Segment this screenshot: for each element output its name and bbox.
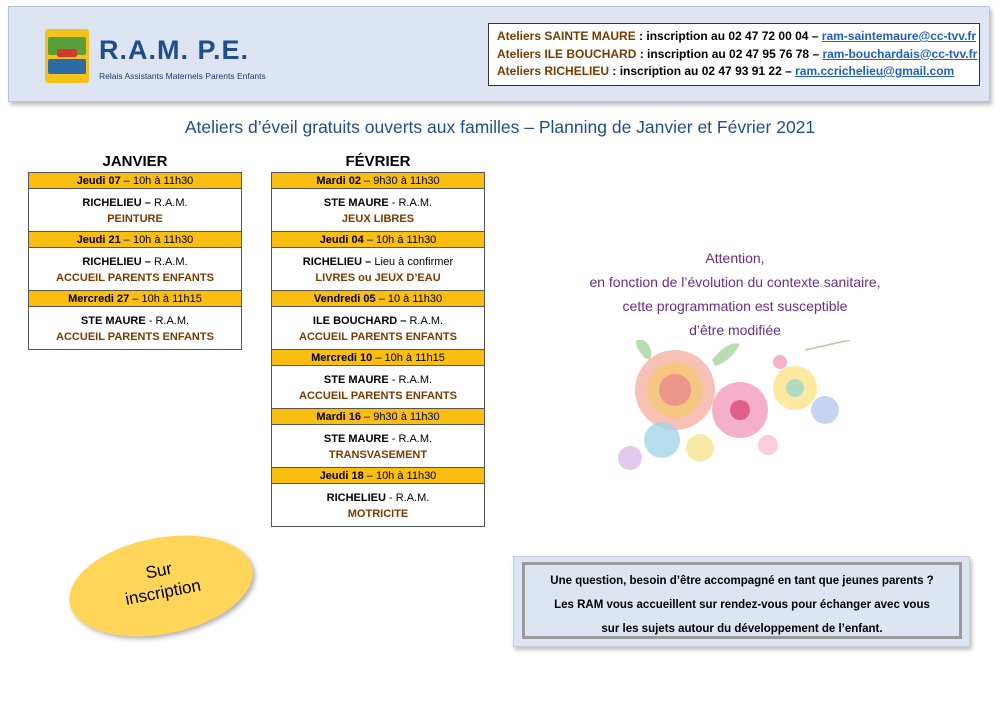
flowers-illustration-icon <box>600 340 860 480</box>
event-info: STE MAURE - R.A.M. TRANSVASEMENT <box>272 425 484 467</box>
event-date-row: Mercredi 10 – 10h à 11h15 <box>272 349 484 366</box>
attention-notice: Attention, en fonction de l’évolution du contexte sanitaire, cette programmation est susceptible d’être modifiée <box>589 250 881 338</box>
event-info: RICHELIEU – Lieu à confirmer LIVRES ou JEUX D’EAU <box>272 248 484 290</box>
event-date-row: Vendredi 05 – 10 à 11h30 <box>272 290 484 307</box>
event-date-row: Mardi 02 – 9h30 à 11h30 <box>272 172 484 189</box>
email-link-bouchardais[interactable]: ram-bouchardais@cc-tvv.fr <box>822 46 978 61</box>
contact-line-ilebouchard: Ateliers ILE BOUCHARD : inscription au 02 47 95 76 78 – ram-bouchardais@cc-tvv.fr <box>497 46 978 61</box>
february-table <box>271 172 485 527</box>
event-info: STE MAURE - R.A.M. JEUX LIBRES <box>272 189 484 231</box>
event-date-row: Jeudi 07 – 10h à 11h30 <box>29 172 241 189</box>
february-schedule <box>271 153 485 527</box>
event-date-row: Jeudi 04 – 10h à 11h30 <box>272 231 484 248</box>
email-link-saintemaure[interactable]: ram-saintemaure@cc-tvv.fr <box>821 29 977 43</box>
event-date-row: Mardi 16 – 9h30 à 11h30 <box>272 408 484 425</box>
event-date-row: Jeudi 18 – 10h à 11h30 <box>272 467 484 484</box>
contact-box <box>488 23 980 86</box>
email-link-richelieu[interactable]: ram.ccrichelieu@gmail.com <box>795 64 955 78</box>
question-box: Une question, besoin d’être accompagné en tant que jeunes parents ? Les RAM vous accueillent sur rendez-vous pour échanger avec vous sur les sujets autour du développement de l’enfant. <box>522 562 962 639</box>
february-title: FÉVRIER <box>345 153 411 170</box>
contact-line-richelieu: Ateliers RICHELIEU : inscription au 02 47 93 91 22 – ram.ccrichelieu@gmail.com <box>497 64 955 78</box>
event-info: STE MAURE - R.A.M. ACCUEIL PARENTS ENFANTS <box>29 307 241 349</box>
january-table <box>28 172 242 350</box>
page-title: Ateliers d’éveil gratuits ouverts aux familles – Planning de Janvier et Février 2021 <box>184 117 816 137</box>
january-schedule <box>28 153 242 350</box>
event-info: RICHELIEU – R.A.M. ACCUEIL PARENTS ENFANTS <box>29 248 241 290</box>
logo-title: R.A.M. P.E. <box>99 35 250 65</box>
logo-icon <box>45 29 89 83</box>
event-info: RICHELIEU - R.A.M. MOTRICITE <box>272 484 484 526</box>
event-date-row: Jeudi 21 – 10h à 11h30 <box>29 231 241 248</box>
registration-text: Sur inscription <box>123 558 203 609</box>
contact-line-saintemaure: Ateliers SAINTE MAURE : inscription au 02 47 72 00 04 – ram-saintemaure@cc-tvv.fr <box>497 29 977 43</box>
event-info: ILE BOUCHARD – R.A.M. ACCUEIL PARENTS ENFANTS <box>272 307 484 349</box>
january-title: JANVIER <box>102 153 168 170</box>
event-info: RICHELIEU – R.A.M. PEINTURE <box>29 189 241 231</box>
event-info: STE MAURE - R.A.M. ACCUEIL PARENTS ENFANTS <box>272 366 484 408</box>
event-date-row: Mercredi 27 – 10h à 11h15 <box>29 290 241 307</box>
logo-subtitle: Relais Assistants Maternels Parents Enfants <box>99 71 266 81</box>
